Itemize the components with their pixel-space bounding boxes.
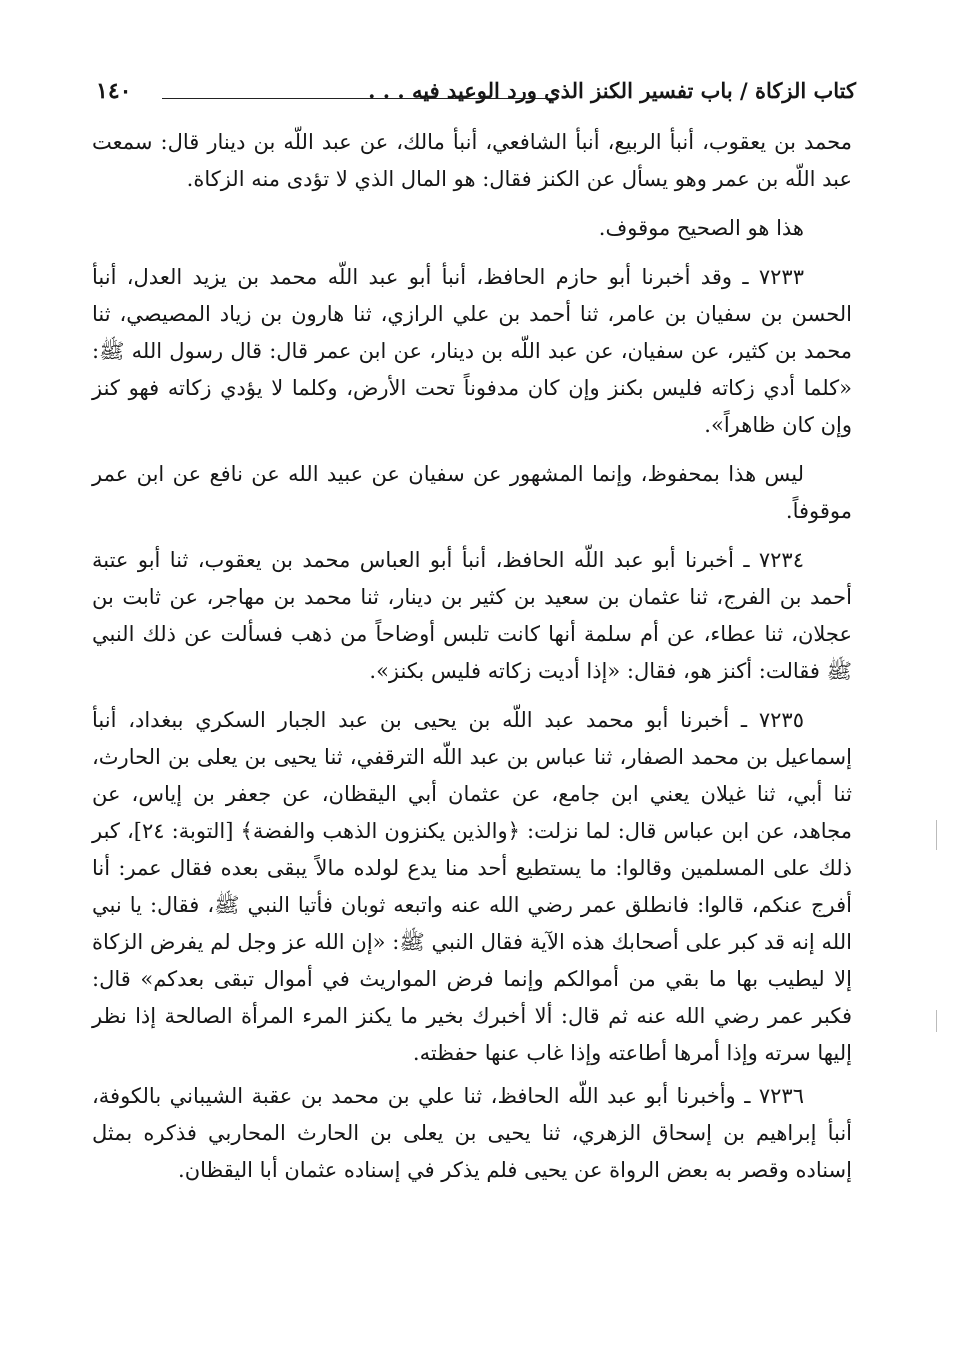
paragraph-hadith-7234: ٧٢٣٤ ـ أخبرنا أبو عبد اللّه الحافظ، أنبأ أبو العباس محمد بن يعقوب، ثنا أبو عتبة أحمد بن الفرج، ثنا عثمان بن سعيد بن كثير بن دينار، ثنا محمد بن مهاجر، عن ثابت بن عجلان، ثنا عطاء، عن أم سلمة أنها كانت تلبس أوضاحاً من ذهب فسألت عن ذلك النبي ﷺ فقالت: أكنز هو، فقال: «إذا أديت زكاته فليس بكنز». [92,548,852,683]
margin-mark [936,820,937,850]
page-body [92,124,852,1201]
paragraph-isnad-continuation: محمد بن يعقوب، أنبأ الربيع، أنبأ الشافعي، أنبأ مالك، عن عبد اللّه بن دينار قال: سمعت عبد اللّه بن عمر وهو يسأل عن الكنز فقال: هو المال الذي لا تؤدى منه الزكاة. [92,130,852,191]
paragraph-hadith-7236: ٧٢٣٦ ـ وأخبرنا أبو عبد اللّه الحافظ، ثنا علي بن محمد بن عقبة الشيباني بالكوفة، أنبأ إبراهيم بن إسحاق الزهري، ثنا يحيى بن يعلى بن الحارث المحاربي فذكره بمثل إسناده وقصر به بعض الرواة عن يحيى فلم يذكر في إسناده عثمان أبا اليقظان. [92,1084,852,1182]
paragraph-hadith-7235: ٧٢٣٥ ـ أخبرنا أبو محمد عبد اللّه بن يحيى بن عبد الجبار السكري ببغداد، أنبأ إسماعيل بن محمد الصفار، ثنا عباس بن عبد اللّه الترقفي، ثنا يحيى بن يعلى بن الحارث، ثنا أبي، ثنا غيلان يعني ابن جامع، عن عثمان أبي اليقظان، عن جعفر بن إياس، عن مجاهد، عن ابن عباس قال: لما نزلت: ﴿والذين يكنزون الذهب والفضة﴾ [التوبة: ٢٤]، كبر ذلك على المسلمين وقالوا: ما يستطيع أحد منا يدع لولده مالاً يبقى بعده فقال عمر: أنا أفرج عنكم، قالوا: فانطلق عمر رضي الله عنه واتبعه ثوبان فأتيا النبي ﷺ، فقال: يا نبي الله إنه قد كبر على أصحابك هذه الآية فقال النبي ﷺ: «إن الله عز وجل لم يفرض الزكاة إلا ليطيب بها ما بقي من أموالكم وإنما فرض المواريث في أموال تبقى بعدكم» قال: فكبر عمر رضي الله عنه ثم قال: ألا أخبرك بخير ما يكنز المرء المرأة الصالحة إذا نظر إليها سرته وإذا أمرها أطاعته وإذا غاب عنها حفظته. [92,708,852,1065]
paragraph-note-mahfuz: ليس هذا بمحفوظ، وإنما المشهور عن سفيان عن عبيد الله عن نافع عن ابن عمر موقوفاً. [92,462,852,523]
header-rule [162,98,556,99]
running-header [96,72,856,112]
header-title: كتاب الزكاة / باب تفسير الكنز الذي ورد الوعيد فيه . . . [362,76,856,106]
paragraph-hadith-7233: ٧٢٣٣ ـ وقد أخبرنا أبو حازم الحافظ، أنبأ أبو عبد اللّه محمد بن يزيد العدل، أنبأ الحسن بن سفيان بن عامر، ثنا أحمد بن علي الرازي، ثنا هارون بن زياد المصيصي، ثنا محمد بن كثير، عن سفيان، عن عبد اللّه بن دينار، عن ابن عمر قال: قال رسول الله ﷺ: «كلما أدي زكاته فليس بكنز وإن كان مدفوناً تحت الأرض، وكلما لا يؤدي زكاته فهو كنز وإن كان ظاهراً». [92,265,852,437]
paragraph-note-mawquf: هذا هو الصحيح موقوف. [598,216,804,240]
margin-mark [936,1010,937,1032]
page-number: ١٤٠ [96,76,137,106]
